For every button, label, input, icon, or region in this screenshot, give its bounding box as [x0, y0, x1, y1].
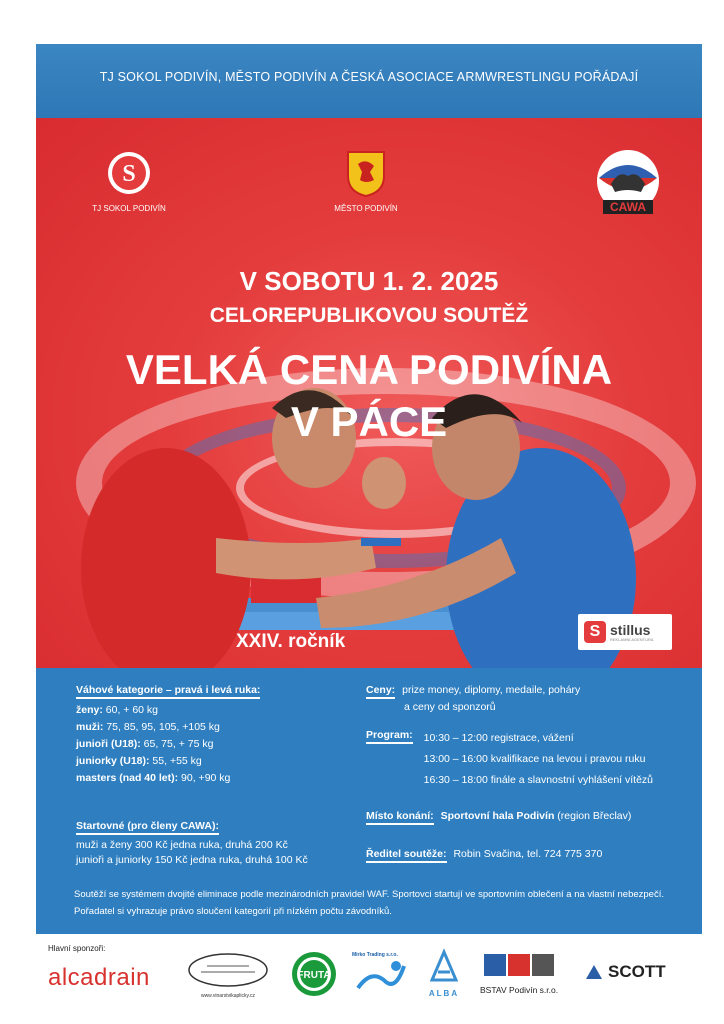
organizers-band	[36, 44, 702, 118]
alba-label: ALBA	[428, 989, 460, 998]
stillus-tagline: REKLAMNÍ AGENTURA	[610, 636, 654, 642]
sponsor-vinarstvi	[186, 952, 270, 999]
sponsor-fruta	[290, 950, 338, 1003]
rules-note: Soutěží se systémem dvojité eliminace podle mezinárodních pravidel WAF. Sportovci startují ve sportovním oblečení a na vlastní nebezpečí.	[74, 889, 664, 900]
director-label: Ředitel soutěže:	[366, 847, 447, 863]
fruta-logo-icon	[290, 950, 338, 998]
poster	[36, 44, 702, 934]
hero-area	[36, 118, 702, 668]
vinarstvi-logo-icon	[187, 952, 269, 988]
alba-logo-icon	[426, 948, 462, 984]
bstav-label: BSTAV Podivín s.r.o.	[480, 985, 559, 995]
prizes-label: Ceny:	[366, 683, 395, 699]
rules-note: Pořadatel si vyhrazuje právo sloučení kategorií při nízkém počtu závodníků.	[74, 906, 392, 917]
prizes-block	[366, 682, 686, 715]
event-date: V SOBOTU 1. 2. 2025	[239, 266, 499, 296]
program-label: Program:	[366, 728, 413, 744]
svg-text:CAWA: CAWA	[610, 200, 646, 214]
mirko-figure-icon	[352, 958, 408, 994]
mirko-label: Mirko Trading s.r.o.	[352, 952, 398, 958]
scott-label: SCOTT	[608, 962, 666, 981]
organizers-text: TJ SOKOL PODIVÍN, MĚSTO PODIVÍN A ČESKÁ ASOCIACE ARMWRESTLINGU POŘÁDAJÍ	[99, 70, 639, 84]
stillus-logo	[578, 614, 672, 650]
sponsors-label: Hlavní sponzoři:	[48, 944, 106, 953]
rules-notes	[74, 886, 684, 920]
svg-text:FRUTA: FRUTA	[297, 970, 331, 981]
prizes-line2: a ceny od sponzorů	[404, 701, 496, 713]
program-item: 13:00 – 16:00 kvalifikace na levou i pravou ruku	[423, 753, 646, 765]
stillus-name: stillus	[610, 621, 651, 638]
event-title-line2: V PÁCE	[290, 398, 448, 445]
sponsor-scott	[584, 962, 666, 982]
categories-title: Váhové kategorie – pravá i levá ruka:	[76, 683, 260, 699]
sokol-label: TJ SOKOL PODIVÍN	[92, 204, 166, 213]
sponsor-bstav	[480, 950, 572, 995]
city-label: MĚSTO PODIVÍN	[334, 204, 398, 213]
venue-block	[366, 808, 696, 825]
sponsor-alba	[424, 948, 464, 998]
category-row: muži: 75, 85, 95, 105, +105 kg	[76, 721, 220, 733]
vinarstvi-url: www.vinarstvikaplicky.cz	[200, 993, 256, 999]
category-row: ženy: 60, + 60 kg	[76, 704, 159, 716]
venue-label: Místo konání:	[366, 809, 434, 825]
director-block	[366, 846, 696, 863]
program-block	[366, 728, 696, 791]
event-subtitle: CELOREPUBLIKOVOU SOUTĚŽ	[209, 304, 529, 327]
category-row: juniorky (U18): 55, +55 kg	[76, 755, 202, 767]
sponsor-mirko	[352, 952, 412, 999]
venue-value: Sportovní hala Podivín	[440, 810, 555, 822]
venue-region: (region Břeclav)	[554, 810, 632, 822]
categories-block	[76, 682, 356, 787]
director-value: Robin Svačina, tel. 724 775 370	[453, 848, 603, 860]
category-row: masters (nad 40 let): 90, +90 kg	[76, 772, 231, 784]
prizes-line1: prize money, diplomy, medaile, poháry	[402, 684, 581, 696]
category-row: junioři (U18): 65, 75, + 75 kg	[76, 738, 214, 750]
fees-block	[76, 818, 366, 868]
fee-line: junioři a juniorky 150 Kč jedna ruka, druhá 100 Kč	[76, 854, 308, 866]
program-item: 10:30 – 12:00 registrace, vážení	[423, 732, 574, 744]
scott-triangle-icon	[584, 964, 604, 980]
event-title-line1: VELKÁ CENA PODIVÍNA	[125, 346, 613, 393]
bstav-logo-icon	[480, 950, 556, 980]
info-section	[36, 668, 702, 934]
sponsor-alcadrain: alcadrain	[48, 964, 150, 991]
program-item: 16:30 – 18:00 finále a slavnostní vyhlášení vítězů	[423, 774, 654, 786]
fees-title: Startovné (pro členy CAWA):	[76, 819, 219, 835]
stillus-s-icon: S	[584, 621, 606, 643]
svg-text:S: S	[122, 161, 136, 187]
edition-label: XXIV. ročník	[236, 631, 346, 652]
fee-line: muži a ženy 300 Kč jedna ruka, druhá 200 Kč	[76, 839, 288, 851]
